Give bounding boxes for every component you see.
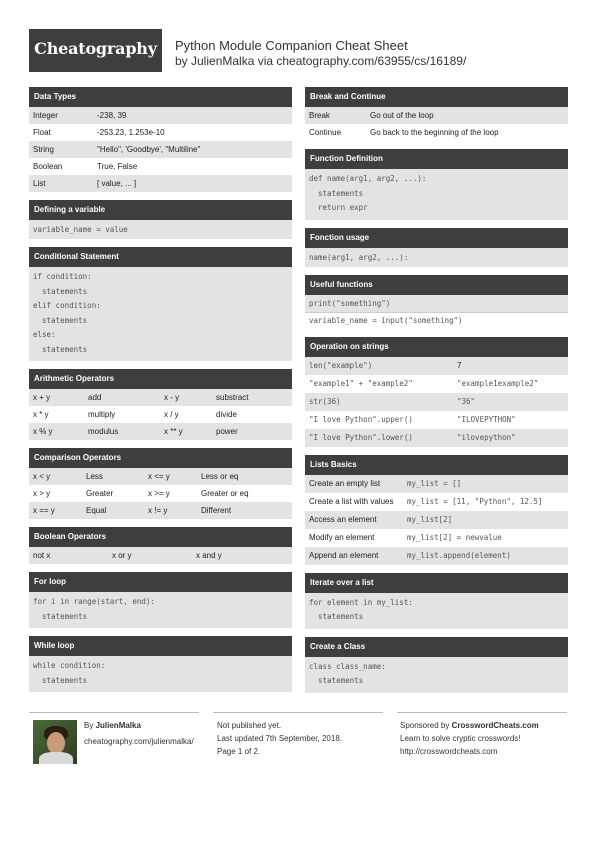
for-loop-heading: For loop xyxy=(29,572,292,592)
table-cell: "example1" + "example2" xyxy=(309,379,413,388)
code-line: statements xyxy=(29,343,292,358)
table-cell: Go back to the beginning of the loop xyxy=(370,128,499,137)
code-line: def name(arg1, arg2, ...): xyxy=(305,172,568,187)
string-operations-section xyxy=(305,337,568,447)
table-cell: x ** y xyxy=(164,427,183,436)
table-row xyxy=(305,375,568,393)
code-line: statements xyxy=(29,285,292,300)
table-cell: multiply xyxy=(88,410,116,419)
code-row xyxy=(305,312,568,329)
sponsor-line xyxy=(400,721,539,730)
code-line: print("something") xyxy=(309,298,391,308)
table-cell: my_list[2] = newvalue xyxy=(407,533,502,542)
table-cell: "ILOVEPYTHON" xyxy=(457,415,516,424)
code-line: elif condition: xyxy=(29,299,292,314)
table-row xyxy=(305,429,568,447)
code-block xyxy=(29,592,292,628)
code-block xyxy=(29,656,292,692)
data-types-heading: Data Types xyxy=(29,87,292,107)
code-block xyxy=(29,267,292,361)
lists-basics-section xyxy=(305,455,568,565)
iterate-list-heading: Iterate over a list xyxy=(305,573,568,593)
code-line: statements xyxy=(29,674,292,689)
code-line: name(arg1, arg2, ...): xyxy=(309,252,409,262)
sponsor-prefix: Sponsored by xyxy=(400,721,450,730)
function-definition-heading: Function Definition xyxy=(305,149,568,169)
useful-functions-section xyxy=(305,275,568,329)
author-prefix: By xyxy=(84,721,94,730)
table-cell: -253.23, 1.253e-10 xyxy=(97,128,165,137)
table-row xyxy=(305,529,568,547)
table-cell: divide xyxy=(216,410,237,419)
sponsor-url-link[interactable]: http://crosswordcheats.com xyxy=(400,747,498,756)
function-usage-heading: Fonction usage xyxy=(305,228,568,248)
page-subtitle: by JulienMalka via cheatography.com/63955/cs/16189/ xyxy=(175,54,467,68)
author-avatar[interactable] xyxy=(33,720,77,764)
page-number: Page 1 of 2. xyxy=(217,747,261,756)
table-row xyxy=(29,124,292,141)
table-cell: x * y xyxy=(33,410,49,419)
last-updated: Last updated 7th September, 2018. xyxy=(217,734,342,743)
table-cell: True, False xyxy=(97,162,138,171)
table-row xyxy=(29,485,292,502)
author-line xyxy=(84,721,141,730)
table-cell: Different xyxy=(201,506,232,515)
break-continue-section xyxy=(305,87,568,141)
code-line: for element in my_list: xyxy=(305,596,568,611)
code-line: if condition: xyxy=(29,270,292,285)
table-row xyxy=(29,389,292,406)
create-class-heading: Create a Class xyxy=(305,637,568,657)
footer-divider xyxy=(397,712,567,713)
sponsor-tagline: Learn to solve cryptic crosswords! xyxy=(400,734,521,743)
table-cell: Append an element xyxy=(309,551,379,560)
table-cell: 7 xyxy=(457,361,462,370)
table-cell: power xyxy=(216,427,238,436)
footer-divider xyxy=(213,712,383,713)
table-cell: x / y xyxy=(164,410,179,419)
arithmetic-operators-heading: Arithmetic Operators xyxy=(29,369,292,389)
table-cell: "I love Python".lower() xyxy=(309,433,413,442)
table-cell: x != y xyxy=(148,506,168,515)
right-column xyxy=(305,87,568,701)
table-cell: my_list[2] xyxy=(407,515,453,524)
table-row xyxy=(305,411,568,429)
table-cell: "36" xyxy=(457,397,476,406)
author-name-link[interactable]: JulienMalka xyxy=(95,721,141,730)
code-line: while condition: xyxy=(29,659,292,674)
table-row xyxy=(305,493,568,511)
while-loop-section xyxy=(29,636,292,692)
table-cell: Less or eq xyxy=(201,472,239,481)
code-line: variable_name = input("something") xyxy=(309,316,463,325)
conditional-statement-section xyxy=(29,247,292,361)
table-cell: String xyxy=(33,145,54,154)
table-row xyxy=(305,547,568,565)
table-cell: "ilovepython" xyxy=(457,433,516,442)
lists-basics-heading: Lists Basics xyxy=(305,455,568,475)
table-row xyxy=(29,502,292,519)
table-row xyxy=(305,393,568,411)
table-cell: Access an element xyxy=(309,515,377,524)
table-cell: Break xyxy=(309,111,330,120)
table-cell: Continue xyxy=(309,128,342,137)
code-row xyxy=(29,220,292,239)
table-cell: Boolean xyxy=(33,162,63,171)
table-cell: "example1example2" xyxy=(457,379,539,388)
table-row xyxy=(29,175,292,192)
data-types-section xyxy=(29,87,292,192)
table-cell: "I love Python".upper() xyxy=(309,415,413,424)
table-row xyxy=(29,406,292,423)
table-row xyxy=(305,124,568,141)
table-row xyxy=(29,547,292,564)
table-cell: List xyxy=(33,179,46,188)
code-line: class class_name: xyxy=(305,660,568,675)
code-block xyxy=(305,169,568,220)
table-cell: not x xyxy=(33,551,51,560)
table-cell: Modify an element xyxy=(309,533,375,542)
create-class-section xyxy=(305,637,568,693)
function-usage-section xyxy=(305,228,568,267)
left-column xyxy=(29,87,292,700)
published-status: Not published yet. xyxy=(217,721,282,730)
table-cell: x == y xyxy=(33,506,55,515)
table-cell: Integer xyxy=(33,111,58,120)
table-row xyxy=(29,468,292,485)
table-cell: x % y xyxy=(33,427,53,436)
code-line: statements xyxy=(29,610,292,625)
table-cell: x or y xyxy=(112,551,132,560)
comparison-operators-section xyxy=(29,448,292,519)
defining-variable-section xyxy=(29,200,292,239)
code-block xyxy=(305,593,568,629)
table-row xyxy=(29,423,292,440)
table-cell: [ value, ... ] xyxy=(97,179,137,188)
code-line: statements xyxy=(305,187,568,202)
code-row xyxy=(305,295,568,312)
string-operations-heading: Operation on strings xyxy=(305,337,568,357)
for-loop-section xyxy=(29,572,292,628)
table-cell: Create a list with values xyxy=(309,497,394,506)
code-line: statements xyxy=(305,610,568,625)
table-cell: len("example") xyxy=(309,361,373,370)
table-row xyxy=(305,511,568,529)
table-row xyxy=(305,475,568,493)
table-row xyxy=(305,357,568,375)
defining-variable-heading: Defining a variable xyxy=(29,200,292,220)
table-row xyxy=(29,141,292,158)
table-cell: x and y xyxy=(196,551,222,560)
table-cell: x >= y xyxy=(148,489,170,498)
table-cell: add xyxy=(88,393,102,402)
while-loop-heading: While loop xyxy=(29,636,292,656)
table-cell: Equal xyxy=(86,506,107,515)
table-cell: "Hello", 'Goodbye', "Multiline" xyxy=(97,145,201,154)
table-row xyxy=(305,107,568,124)
table-cell: substract xyxy=(216,393,249,402)
code-line: variable_name = value xyxy=(33,225,128,234)
table-cell: Greater or eq xyxy=(201,489,249,498)
code-line: statements xyxy=(29,314,292,329)
useful-functions-heading: Useful functions xyxy=(305,275,568,295)
page-title: Python Module Companion Cheat Sheet xyxy=(175,38,408,53)
footer-divider xyxy=(29,712,199,713)
cheatography-logo[interactable] xyxy=(29,29,162,72)
table-cell: x > y xyxy=(33,489,51,498)
code-line: for i in range(start, end): xyxy=(29,595,292,610)
conditional-statement-heading: Conditional Statement xyxy=(29,247,292,267)
arithmetic-operators-section xyxy=(29,369,292,440)
table-row xyxy=(29,107,292,124)
code-block xyxy=(305,657,568,693)
table-cell: x < y xyxy=(33,472,51,481)
boolean-operators-section xyxy=(29,527,292,564)
iterate-list-section xyxy=(305,573,568,629)
table-cell: -238, 39 xyxy=(97,111,127,120)
table-cell: my_list.append(element) xyxy=(407,551,511,560)
table-cell: x <= y xyxy=(148,472,170,481)
table-cell: Less xyxy=(86,472,103,481)
table-cell: str(36) xyxy=(309,397,341,406)
table-cell: Go out of the loop xyxy=(370,111,434,120)
function-definition-section xyxy=(305,149,568,220)
table-cell: modulus xyxy=(88,427,119,436)
code-line: else: xyxy=(29,328,292,343)
table-cell: x + y xyxy=(33,393,51,402)
code-row xyxy=(305,248,568,267)
table-cell: x - y xyxy=(164,393,180,402)
table-row xyxy=(29,158,292,175)
table-cell: my_list = [] xyxy=(407,479,462,488)
sponsor-name-link[interactable]: CrosswordCheats.com xyxy=(451,721,539,730)
comparison-operators-heading: Comparison Operators xyxy=(29,448,292,468)
author-url-link[interactable]: cheatography.com/julienmalka/ xyxy=(84,737,194,746)
table-cell: my_list = [11, "Python", 12.5] xyxy=(407,497,543,506)
table-cell: Float xyxy=(33,128,51,137)
code-line: statements xyxy=(305,674,568,689)
table-cell: Greater xyxy=(86,489,114,498)
logo-text: Cheatography xyxy=(34,39,157,58)
break-continue-heading: Break and Continue xyxy=(305,87,568,107)
boolean-operators-heading: Boolean Operators xyxy=(29,527,292,547)
table-cell: Create an empty list xyxy=(309,479,381,488)
code-line: return expr xyxy=(305,201,568,216)
